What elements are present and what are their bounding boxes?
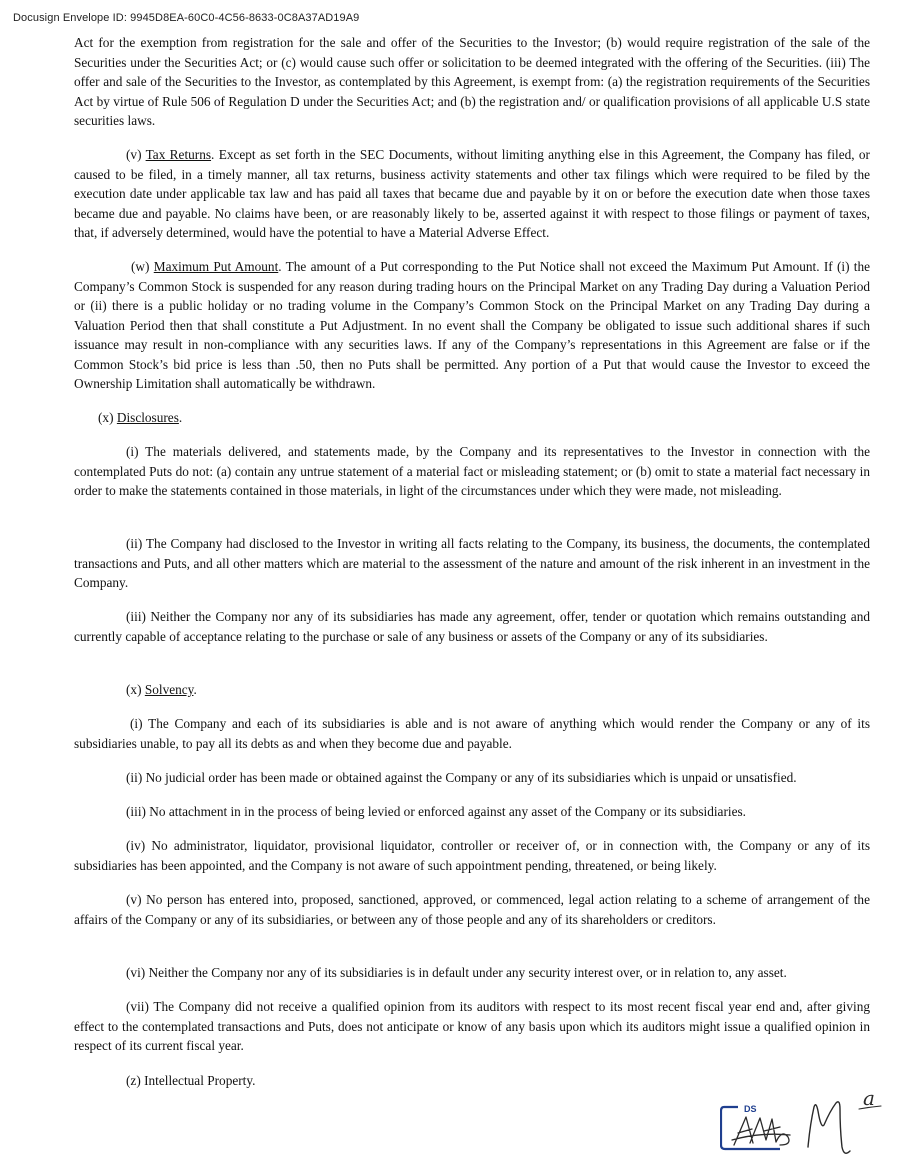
paragraph-solvency-iv: (iv) No administrator, liquidator, provisional liquidator, controller or receiver of, or in connection with, the Company or any of its subsidiaries has been appointed, and the Company is not aware of such appointment pending, threatened, or being likely. [74,838,870,873]
initial-m-scribble [808,1102,850,1153]
section-heading: Maximum Put Amount [153,259,279,274]
paragraph-solvency-v: (v) No person has entered into, proposed, sanctioned, approved, or commenced, legal action relating to a scheme of arrangement of the affairs of the Company or any of its subsidiaries, or between any of those people and any of its shareholders or creditors. [74,892,870,927]
heading-x-disclosures: (x) Disclosures. [98,410,183,425]
paragraph-solvency-vii: (vii) The Company did not receive a qualified opinion from its auditors with respect to its most recent fiscal year end and, after giving effect to the contemplated transactions and Puts, does not anticipate or know of any basis upon which its auditors might issue a qualified opinion in respect of its current fiscal year. [74,999,870,1053]
paragraph-solvency-vi: (vi) Neither the Company nor any of its subsidiaries is in default under any security interest over, or in relation to, any asset. [126,965,787,980]
section-number: (v) [126,147,142,162]
paragraph-solvency-ii: (ii) No judicial order has been made or obtained against the Company or any of its subsidiaries which is unpaid or unsatisfied. [126,770,797,785]
initials-scribble [732,1117,790,1145]
section-number: (w) [131,259,150,274]
heading-z-intellectual-property: (z) Intellectual Property. [126,1073,256,1088]
paragraph-solvency-iii: (iii) No attachment in in the process of being levied or enforced against any asset of the Company or its subsidiaries. [126,804,746,819]
docusign-initials-signature [720,1085,890,1160]
docusign-envelope-id: Docusign Envelope ID: 9945D8EA-60C0-4C56-8633-0C8A37AD19A9 [13,12,360,24]
initial-a-mark: a [863,1086,875,1110]
paragraph-disclosures-i: (i) The materials delivered, and statements made, by the Company and its representatives to the Investor in connection with the contemplated Puts do not: (a) contain any untrue statement of a material fact or misleading statement; or (b) omit to state a material fact necessary in order to make the statements contained in those materials, in light of the circumstances under which they were made, not misleading. [74,444,870,498]
section-heading: Tax Returns [145,147,212,162]
paragraph-intro: Act for the exemption from registration for the sale and offer of the Securities to the Investor; (b) would require registration of the sale of the Securities under the Securities Act; or (c) would cause such offer or solicitation to be deemed integrated with the offering of the Securities. (iii) The offer and sale of the Securities to the Investor, as contemplated by this Agreement, is exempt from: (a) the registration requirements of the Securities Act by virtue of Rule 506 of Regulation D under the Securities Act; and (b) the registration and/ or qualification provisions of all applicable U.S state securities laws. [74,35,870,128]
section-body: . Except as set forth in the SEC Documents, without limiting anything else in this Agreement, the Company has filed, or caused to be filed, in a timely manner, all tax returns, business activity statements and other tax filings which were required to be filed by the execution date under applicable tax law and has paid all taxes that became due and payable by it on or before the execution date when those taxes became due and payable. No claims have been, or are reasonably likely to be, asserted against it with respect to those filings or payment of taxes, that, if adversely determined, would have the potential to have a Material Adverse Effect. [74,147,870,240]
ds-label: DS [744,1104,757,1114]
paragraph-disclosures-iii: (iii) Neither the Company nor any of its subsidiaries has made any agreement, offer, tender or quotation which remains outstanding and currently capable of acceptance relating to the purchase or sale of any business or assets of the Company or any of its subsidiaries. [74,609,870,644]
paragraph-disclosures-ii: (ii) The Company had disclosed to the Investor in writing all facts relating to the Company, its business, the documents, the contemplated transactions and Puts, and all other matters which are material to the assessment of the nature and amount of the risk inherent in an investment in the Company. [74,536,870,590]
paragraph-solvency-i: (i) The Company and each of its subsidiaries is able and is not aware of anything which would render the Company or any of its subsidiaries unable, to pay all its debts as and when they become due and payable. [74,716,870,751]
section-body: . The amount of a Put corresponding to the Put Notice shall not exceed the Maximum Put Amount. If (i) the Company’s Common Stock is suspended for any reason during trading hours on the Principal Market on any Trading Day during a Valuation Period or (ii) there is a public holiday or no trading volume in the Company’s Common Stock on the Principal Market on any Trading Day during a Valuation Period then that shall constitute a Put Adjustment. In no event shall the Company be obligated to issue such additional shares if such issuance may result in non-compliance with any securities laws. If any of the Company’s representations in this Agreement are false or if the Common Stock’s bid price is less than .50, then no Puts shall be permitted. Any portion of a Put that would cause the Investor to exceed the Ownership Limitation shall automatically be withdrawn. [74,259,871,391]
paragraph-w-maximum-put-amount [74,257,870,394]
paragraph-v-tax-returns [74,145,870,243]
heading-x-solvency: (x) Solvency. [126,682,197,697]
